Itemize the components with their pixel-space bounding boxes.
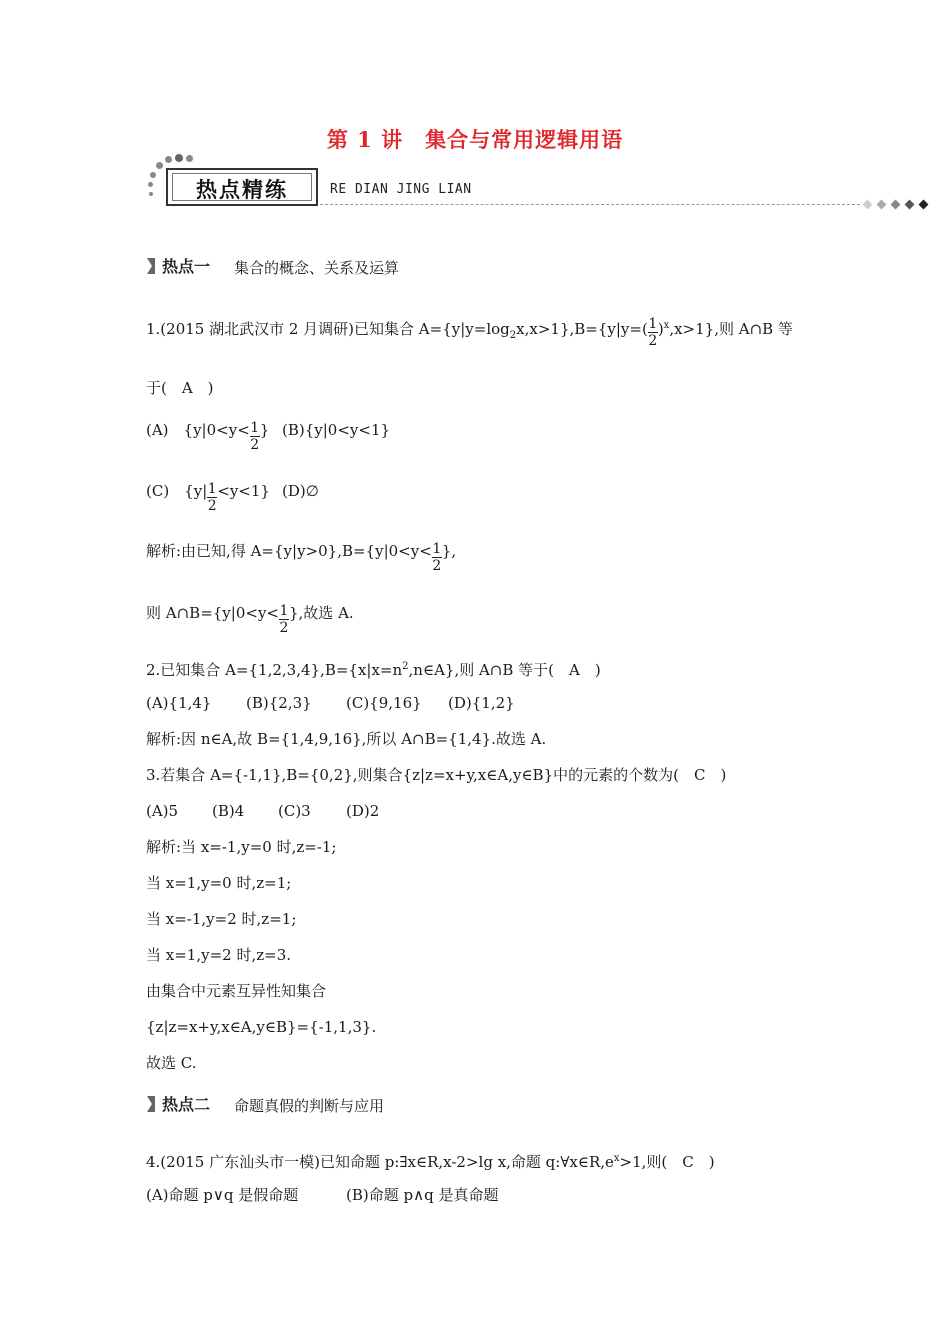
question-1-stem <box>146 316 793 349</box>
decor-dot <box>186 155 193 162</box>
decor-dot <box>149 192 153 196</box>
question-3-stem: 3.若集合 A={-1,1},B={0,2},则集合{z|z=x+y,x∈A,y∈B}中的元素的个数为( C ) <box>146 766 727 784</box>
question-3-option-d: (D)2 <box>346 802 380 820</box>
diamond-icon <box>891 200 901 210</box>
hotspot-text: 集合的概念、关系及运算 <box>234 259 400 277</box>
text: >1,则( C ) <box>619 1153 715 1171</box>
banner-box <box>166 168 318 206</box>
fraction <box>279 603 289 636</box>
denominator: 2 <box>279 620 289 636</box>
text: 则 A∩B={y|0<y< <box>146 604 279 622</box>
denominator: 2 <box>432 558 442 574</box>
section-banner <box>146 152 936 212</box>
question-4-option-a: (A)命题 p∨q 是假命题 <box>146 1186 299 1204</box>
question-2-option-b: (B){2,3} <box>246 694 312 712</box>
question-2-analysis: 解析:因 n∈A,故 B={1,4,9,16},所以 A∩B={1,4}.故选 A. <box>146 730 547 748</box>
question-1-option-a <box>146 420 269 453</box>
denominator: 2 <box>250 437 260 453</box>
text: ,n∈A},则 A∩B 等于( A ) <box>408 661 601 679</box>
question-1-option-c <box>146 481 270 514</box>
banner-subtitle: RE DIAN JING LIAN <box>330 182 472 197</box>
hotspot-heading-1 <box>146 255 466 281</box>
decor-dot <box>148 182 153 187</box>
text: 解析:由已知,得 A={y|y>0},B={y|0<y< <box>146 542 432 560</box>
numerator: 1 <box>250 420 260 436</box>
question-1-option-b: (B){y|0<y<1} <box>282 421 391 439</box>
hotspot-badge-text: 热点一 <box>162 257 211 276</box>
text: },故选 A. <box>289 604 354 622</box>
diamond-icon <box>877 200 887 210</box>
question-1-analysis-1 <box>146 541 456 574</box>
text: x,x>1},B={y|y=( <box>516 320 648 338</box>
fraction <box>432 541 442 574</box>
numerator: 1 <box>279 603 289 619</box>
question-1-analysis-2 <box>146 603 354 636</box>
question-3-analysis-line: 故选 C. <box>146 1054 197 1072</box>
question-3-analysis-line: 当 x=1,y=0 时,z=1; <box>146 874 292 892</box>
superscript: x <box>613 1153 620 1164</box>
question-4-option-b: (B)命题 p∧q 是真命题 <box>346 1186 499 1204</box>
text: 2.已知集合 A={1,2,3,4},B={x|x=n <box>146 661 403 679</box>
decor-dot <box>165 156 172 163</box>
banner-divider <box>320 204 860 205</box>
text: (A) {y|0<y< <box>146 421 250 439</box>
diamond-icon <box>863 200 873 210</box>
numerator: 1 <box>207 481 217 497</box>
question-2-option-d: (D){1,2} <box>448 694 515 712</box>
text: 4.(2015 广东汕头市一模)已知命题 p:∃x∈R,x-2>lg x,命题 q:∀x∈R,e <box>146 1153 614 1171</box>
text: <y<1} <box>217 482 270 500</box>
decor-dot <box>156 162 163 169</box>
question-3-analysis-line: 当 x=-1,y=2 时,z=1; <box>146 910 297 928</box>
fraction <box>207 481 217 514</box>
hotspot-text: 命题真假的判断与应用 <box>234 1097 385 1115</box>
question-3-option-c: (C)3 <box>278 802 311 820</box>
text: } <box>259 421 270 439</box>
question-2-option-c: (C){9,16} <box>346 694 422 712</box>
denominator: 2 <box>648 333 658 349</box>
diamond-icon <box>919 200 929 210</box>
hotspot-heading-2 <box>146 1093 466 1119</box>
hotspot-badge-icon <box>146 255 232 277</box>
question-3-analysis-line: 当 x=1,y=2 时,z=3. <box>146 946 292 964</box>
hotspot-badge-icon <box>146 1093 232 1115</box>
question-1-stem-cont: 于( A ) <box>146 379 214 397</box>
superscript: x <box>663 320 670 331</box>
numerator: 1 <box>648 316 658 332</box>
banner-label: 热点精练 <box>196 178 288 202</box>
question-3-analysis-line: {z|z=x+y,x∈A,y∈B}={-1,1,3}. <box>146 1018 377 1036</box>
text: 1.(2015 湖北武汉市 2 月调研)已知集合 A={y|y=log <box>146 320 510 338</box>
subscript: 2 <box>509 330 517 341</box>
fraction <box>250 420 260 453</box>
question-1-option-d: (D)∅ <box>282 482 319 500</box>
text: ,x>1},则 A∩B 等 <box>669 320 793 338</box>
decor-dot <box>150 172 156 178</box>
question-3-option-a: (A)5 <box>146 802 179 820</box>
fraction <box>648 316 658 349</box>
text: ) <box>657 320 664 338</box>
page-title: 第 1 讲 集合与常用逻辑用语 <box>326 127 624 152</box>
numerator: 1 <box>432 541 442 557</box>
question-3-option-b: (B)4 <box>212 802 245 820</box>
question-2-option-a: (A){1,4} <box>146 694 212 712</box>
denominator: 2 <box>207 498 217 514</box>
question-3-analysis-line: 解析:当 x=-1,y=0 时,z=-1; <box>146 838 337 856</box>
hotspot-badge-text: 热点二 <box>162 1095 211 1114</box>
superscript: 2 <box>402 661 409 672</box>
text: }, <box>441 542 457 560</box>
diamond-icon <box>905 200 915 210</box>
question-3-analysis-line: 由集合中元素互异性知集合 <box>146 982 327 1000</box>
decor-dot <box>175 154 183 162</box>
text: (C) {y| <box>146 482 208 500</box>
question-2-stem <box>146 657 601 680</box>
question-4-stem <box>146 1149 715 1172</box>
